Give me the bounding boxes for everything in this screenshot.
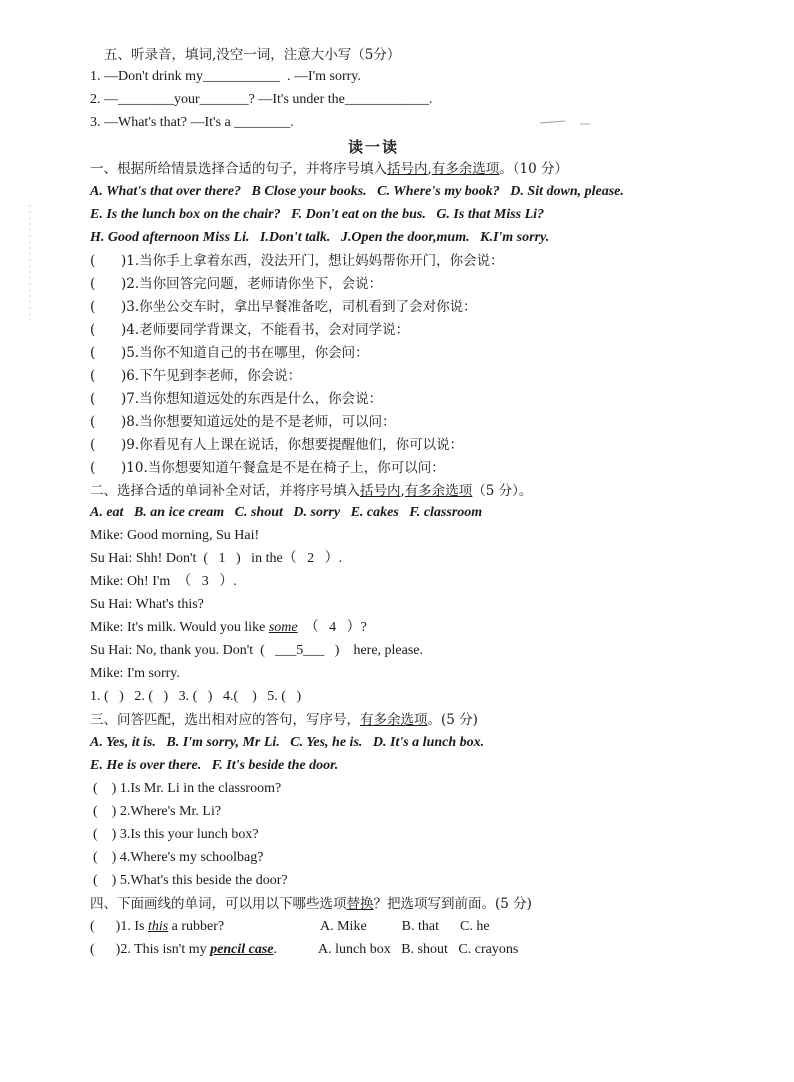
part3-item: ( ) 3.Is this your lunch box? bbox=[93, 827, 259, 842]
part2-heading-e: （5 分）。 bbox=[472, 483, 533, 499]
part3-heading-b: 有多余选项 bbox=[360, 712, 428, 728]
part1-heading-e: 。（10 分） bbox=[499, 161, 569, 177]
part1-heading-a: 一、根据所给情景选择合适的句子，并将序号填入 bbox=[90, 161, 387, 177]
part3-option-line: A. Yes, it is. B. I'm sorry, Mr Li. C. Yes, he is. D. It's a lunch box. bbox=[90, 735, 485, 750]
part3-item: ( ) 1.Is Mr. Li in the classroom? bbox=[93, 781, 282, 796]
dialogue-line: Mike: I'm sorry. bbox=[90, 666, 180, 681]
part2-heading-d: 有多余选项 bbox=[404, 483, 473, 499]
part1-heading-d: 有多余选项 bbox=[431, 161, 500, 177]
milk-c: （ 4 ）? bbox=[297, 620, 367, 635]
part1-item: ( )5.当你不知道自己的书在哪里，你会问： bbox=[90, 345, 369, 361]
part1-item: ( )8.当你想要知道远处的是不是老师，可以问： bbox=[90, 414, 396, 430]
q2-c: . bbox=[273, 942, 277, 957]
part3-item: ( ) 2.Where's Mr. Li? bbox=[93, 804, 222, 819]
q1-c: a rubber? bbox=[168, 919, 225, 934]
milk-a: Mike: It's milk. Would you like bbox=[90, 620, 269, 635]
dialogue-line: Mike: Good morning, Su Hai! bbox=[90, 528, 260, 543]
part2-heading-b: 括号内 bbox=[360, 483, 401, 499]
dialogue-line: Su Hai: What's this? bbox=[90, 597, 204, 612]
part4-heading-c: ？把选项写到前面。(5 分) bbox=[373, 896, 532, 912]
q2-b: pencil case bbox=[210, 942, 274, 957]
part1-heading-b: 括号内 bbox=[387, 161, 428, 177]
part4-heading-b: 替换 bbox=[346, 896, 374, 912]
part3-item: ( ) 4.Where's my schoolbag? bbox=[93, 850, 264, 865]
part1-item: ( )6.下午见到李老师，你会说： bbox=[90, 368, 302, 384]
part1-option-line: E. Is the lunch box on the chair? F. Don't eat on the bus. G. Is that Miss Li? bbox=[90, 207, 545, 222]
dialogue-line: Su Hai: No, thank you. Don't ( ___5___ ) here, please. bbox=[90, 643, 424, 658]
part1-option-line: A. What's that over there? B Close your books. C. Where's my book? D. Sit down, please. bbox=[90, 184, 624, 199]
part2-options: A. eat B. an ice cream C. shout D. sorry E. cakes F. classroom bbox=[90, 505, 483, 520]
part4-q1-options: A. Mike B. that C. he bbox=[320, 919, 490, 934]
read-title: 读一读 bbox=[348, 138, 400, 156]
dialogue-line: Su Hai: Shh! Don't ( 1 ) in the（ 2 ）. bbox=[90, 551, 343, 566]
part1-item: ( )2.当你回答完问题，老师请你坐下，会说： bbox=[90, 276, 383, 292]
part2-heading-c: , bbox=[400, 483, 405, 499]
part1-item: ( )9.你看见有人上课在说话，你想要提醒他们，你可以说： bbox=[90, 437, 464, 453]
part1-heading-c: , bbox=[427, 161, 432, 177]
part3-option-line: E. He is over there. F. It's beside the door. bbox=[90, 758, 339, 773]
part2-answers: 1. ( ) 2. ( ) 3. ( ) 4.( ) 5. ( ) bbox=[90, 689, 302, 704]
part1-item: ( )4.老师要同学背课文，不能看书，会对同学说： bbox=[90, 322, 410, 338]
part2-heading-a: 二、选择合适的单词补全对话，并将序号填入 bbox=[90, 483, 360, 499]
part1-item: ( )10.当你想要知道午餐盒是不是在椅子上，你可以问： bbox=[90, 460, 445, 476]
part4-q2-options: A. lunch box B. shout C. crayons bbox=[318, 942, 519, 957]
section5-q3: 3. —What's that? —It's a ________. bbox=[90, 115, 294, 130]
milk-b: some bbox=[268, 620, 298, 635]
part1-item: ( )7.当你想知道远处的东西是什么，你会说： bbox=[90, 391, 383, 407]
part1-item: ( )1.当你手上拿着东西，没法开门，想让妈妈帮你开门，你会说： bbox=[90, 253, 504, 269]
q1-a: ( )1. Is bbox=[90, 919, 148, 934]
part4-heading-a: 四、下面画线的单词，可以用以下哪些选项 bbox=[90, 896, 347, 912]
part3-item: ( ) 5.What's this beside the door? bbox=[93, 873, 288, 888]
part3-heading-c: 。(5 分) bbox=[427, 712, 478, 728]
section5-q1: 1. —Don't drink my___________ . —I'm sorry. bbox=[90, 69, 361, 84]
section5-q2: 2. —________your_______? —It's under the____________. bbox=[90, 92, 433, 107]
part1-item: ( )3.你坐公交车时，拿出早餐准备吃，司机看到了会对你说： bbox=[90, 299, 477, 315]
scan-mark bbox=[540, 121, 565, 123]
q1-b: this bbox=[147, 919, 169, 934]
q2-a: ( )2. This isn't my bbox=[90, 942, 211, 957]
part3-heading-a: 三、问答匹配，选出相对应的答句，写序号， bbox=[90, 712, 360, 728]
part1-option-line: H. Good afternoon Miss Li. I.Don't talk. J.Open the door,mum. K.I'm sorry. bbox=[90, 230, 550, 245]
section5-heading: 五、听录音，填词,没空一词，注意大小写（5分） bbox=[104, 47, 401, 63]
dialogue-line: Mike: Oh! I'm （ 3 ）. bbox=[90, 574, 237, 589]
